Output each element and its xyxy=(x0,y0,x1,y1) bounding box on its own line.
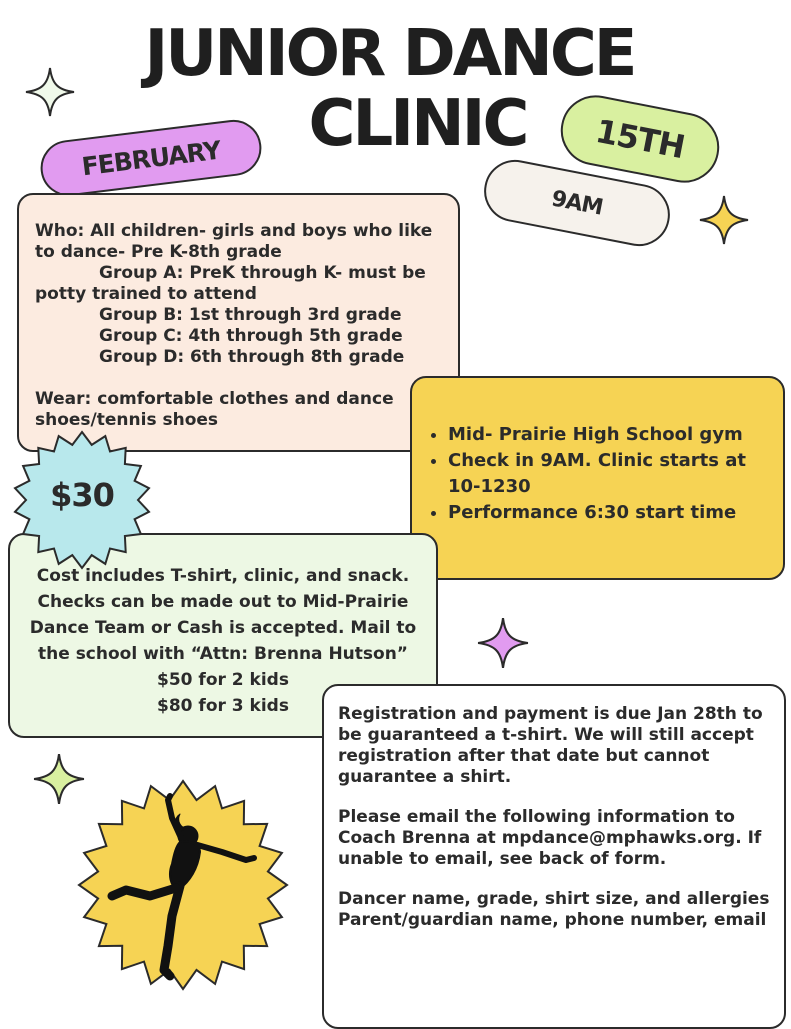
time-pill: 9AM xyxy=(479,155,675,252)
sparkle-star-icon xyxy=(24,66,76,118)
registration-fields-line1: Dancer name, grade, shirt size, and allergies xyxy=(338,889,770,909)
february-pill: FEBRUARY xyxy=(37,117,264,200)
who-info-box xyxy=(17,193,460,452)
list-item: • Mid- Prairie High School gym xyxy=(448,422,769,448)
page-title-line1: JUNIOR DANCE xyxy=(144,17,635,91)
day-pill: 15TH xyxy=(555,89,725,188)
two-kids-price: $50 for 2 kids xyxy=(157,670,289,690)
group-b-text: Group B: 1st through 3rd grade xyxy=(99,305,402,325)
page-title-line2: CLINIC xyxy=(308,87,527,161)
list-item: • Check in 9AM. Clinic starts at 10-1230 xyxy=(448,448,769,500)
registration-info-box xyxy=(322,684,786,1029)
group-c-text: Group C: 4th through 5th grade xyxy=(99,326,403,346)
wear-text: Wear: comfortable clothes and dance shoes/tennis shoes xyxy=(35,389,394,430)
registration-fields-line2: Parent/guardian name, phone number, email xyxy=(338,910,767,930)
list-item: • Performance 6:30 start time xyxy=(448,500,769,526)
price-badge-label: $30 xyxy=(50,476,114,514)
sparkle-star-icon xyxy=(698,194,750,246)
location-list xyxy=(426,422,769,526)
cost-text: Cost includes T-shirt, clinic, and snack. Checks can be made out to Mid-Prairie Dance Team or Cash is accepted. Mail to the school with “Attn: Brenna Hutson” xyxy=(29,566,417,664)
sparkle-star-icon xyxy=(476,616,530,670)
registration-email-text: Please email the following information to Coach Brenna at mpdance@mphawks.org. If unable to email, see back of form. xyxy=(338,807,762,869)
location-info-box xyxy=(410,376,785,580)
who-intro: Who: All children- girls and boys who like to dance- Pre K-8th grade xyxy=(35,221,433,262)
group-a-continued-text: potty trained to attend xyxy=(35,284,257,304)
three-kids-price: $80 for 3 kids xyxy=(157,696,289,716)
group-d-text: Group D: 6th through 8th grade xyxy=(99,347,405,367)
registration-due-text: Registration and payment is due Jan 28th to be guaranteed a t-shirt. We will still accept registration after that date but cannot guarantee a shirt. xyxy=(338,704,763,787)
group-a-text: Group A: PreK through K- must be xyxy=(99,263,426,283)
dancer-illustration xyxy=(76,778,290,992)
